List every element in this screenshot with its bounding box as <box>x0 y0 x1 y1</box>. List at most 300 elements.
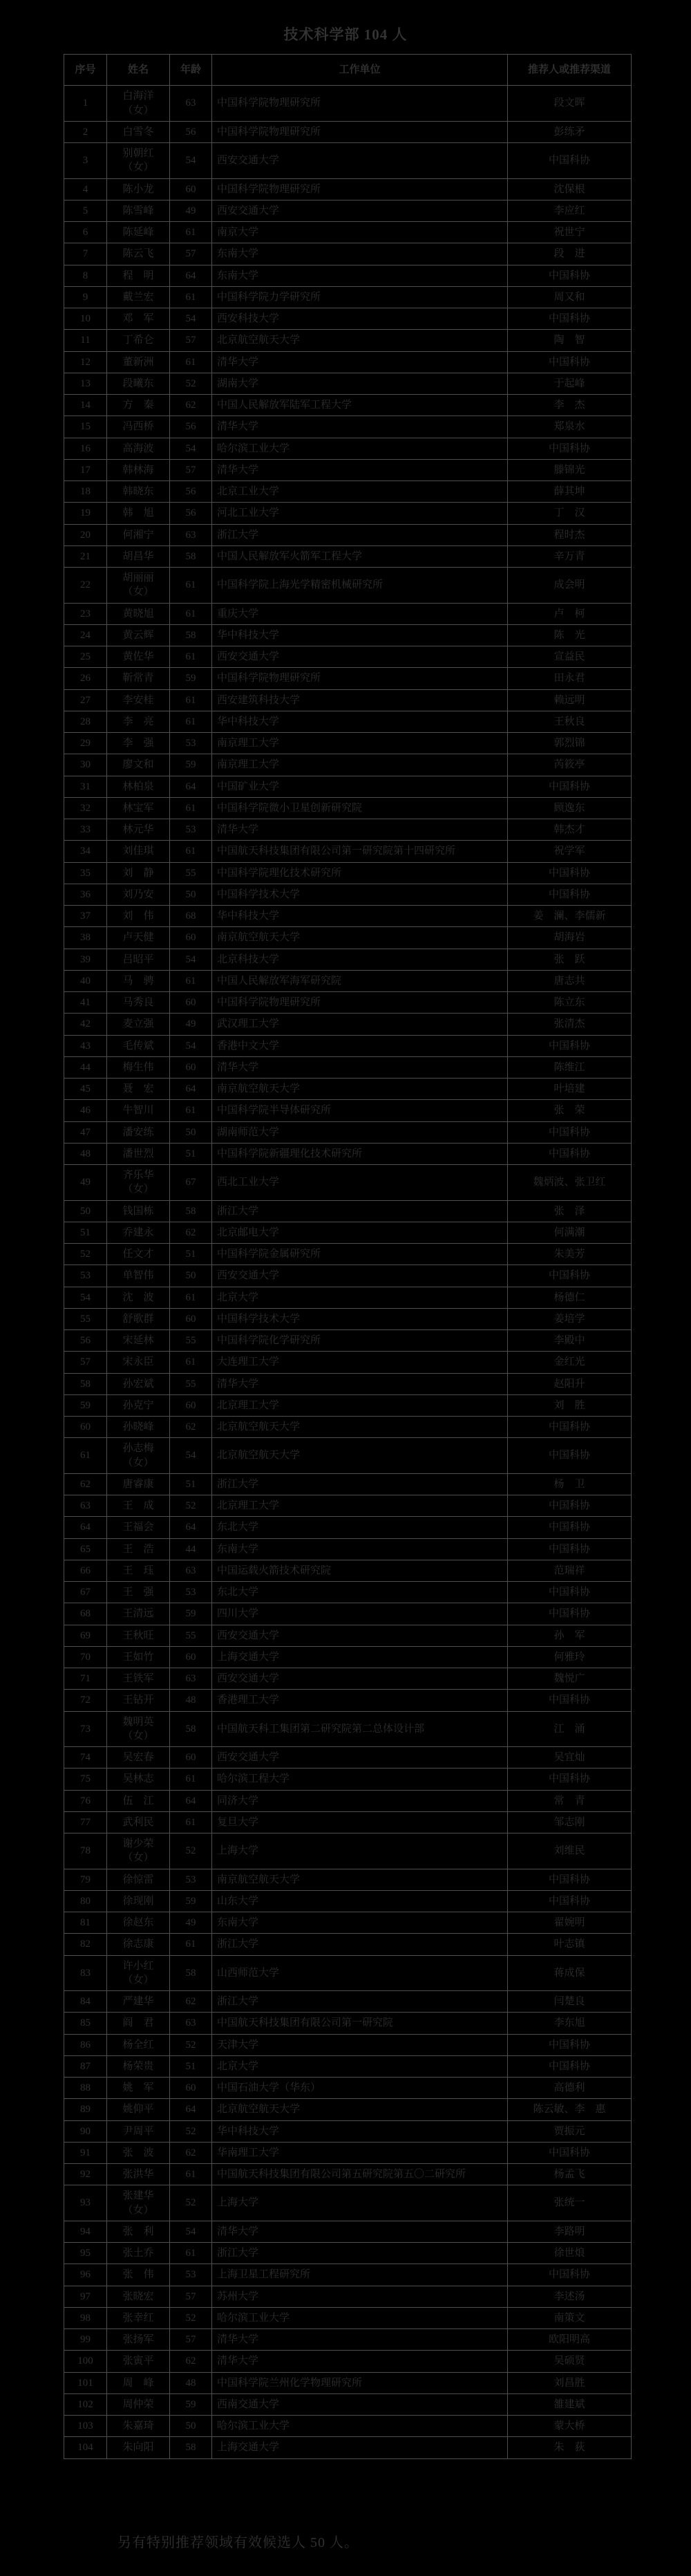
cell-age: 58 <box>170 624 212 646</box>
cell-unit: 西安建筑科技大学 <box>212 689 508 711</box>
cell-name: 武利民 <box>107 1811 170 1833</box>
cell-no: 73 <box>64 1711 107 1747</box>
cell-no: 91 <box>64 2142 107 2163</box>
cell-unit: 清华大学 <box>212 1373 508 1394</box>
cell-name: 李 强 <box>107 733 170 754</box>
cell-name: 王 成 <box>107 1495 170 1517</box>
cell-recommender: 吴硕贤 <box>508 2351 632 2372</box>
cell-age: 58 <box>170 1955 212 1991</box>
cell-no: 68 <box>64 1603 107 1625</box>
cell-name: 韩晓东 <box>107 481 170 503</box>
cell-unit: 东北大学 <box>212 1517 508 1538</box>
table-row <box>64 1056 632 1078</box>
cell-no: 83 <box>64 1955 107 1991</box>
table-row <box>64 2372 632 2393</box>
table-row <box>64 265 632 286</box>
cell-recommender: 薛其坤 <box>508 481 632 503</box>
table-row <box>64 308 632 330</box>
page-title: 技术科学部 104 人 <box>283 26 408 43</box>
cell-unit: 浙江大学 <box>212 524 508 545</box>
cell-no: 10 <box>64 308 107 330</box>
cell-age: 62 <box>170 1991 212 2013</box>
cell-recommender: 程时杰 <box>508 524 632 545</box>
cell-unit: 中国科学院金属研究所 <box>212 1244 508 1265</box>
table-row <box>64 754 632 776</box>
table-row <box>64 2120 632 2142</box>
cell-recommender: 陈立东 <box>508 992 632 1014</box>
cell-unit: 华中科技大学 <box>212 624 508 646</box>
cell-recommender: 叶志镇 <box>508 1934 632 1955</box>
cell-age: 50 <box>170 2416 212 2437</box>
cell-unit: 北京工业大学 <box>212 481 508 503</box>
cell-name: 廖文和 <box>107 754 170 776</box>
table-row <box>64 2055 632 2077</box>
cell-unit: 重庆大学 <box>212 603 508 624</box>
table-row <box>64 459 632 480</box>
table-row <box>64 1711 632 1747</box>
cell-recommender: 中国科协 <box>508 2264 632 2286</box>
cell-no: 4 <box>64 178 107 200</box>
table-row <box>64 1625 632 1646</box>
cell-name: 李 亮 <box>107 711 170 732</box>
table-body <box>64 86 632 2458</box>
cell-recommender: 中国科协 <box>508 1768 632 1790</box>
cell-age: 61 <box>170 797 212 819</box>
cell-recommender: 闫楚良 <box>508 1991 632 2013</box>
cell-name: 马 骋 <box>107 970 170 991</box>
cell-recommender: 中国科协 <box>508 1517 632 1538</box>
cell-no: 53 <box>64 1265 107 1287</box>
cell-no: 38 <box>64 927 107 949</box>
cell-name: 白雪冬 <box>107 121 170 142</box>
cell-recommender: 姜培学 <box>508 1308 632 1329</box>
cell-age: 48 <box>170 2372 212 2393</box>
table-row <box>64 1668 632 1690</box>
cell-recommender: 中国科协 <box>508 2034 632 2055</box>
table-row <box>64 776 632 797</box>
cell-name: 朱向阳 <box>107 2437 170 2458</box>
cell-unit: 北京理工大学 <box>212 1394 508 1416</box>
cell-name: 毛传斌 <box>107 1035 170 1056</box>
cell-name: 王如竹 <box>107 1646 170 1668</box>
table-row <box>64 1222 632 1243</box>
cell-name: 白海洋（女） <box>107 86 170 122</box>
cell-no: 99 <box>64 2329 107 2351</box>
cell-unit: 中国科学院兰州化学物理研究所 <box>212 2372 508 2393</box>
table-row <box>64 841 632 862</box>
cell-no: 82 <box>64 1934 107 1955</box>
cell-age: 52 <box>170 373 212 394</box>
cell-recommender: 南策文 <box>508 2307 632 2328</box>
cell-recommender: 郭烈锦 <box>508 733 632 754</box>
table-row <box>64 2264 632 2286</box>
cell-age: 61 <box>170 1100 212 1121</box>
candidates-table <box>64 54 632 2459</box>
cell-age: 61 <box>170 1768 212 1790</box>
cell-no: 6 <box>64 222 107 243</box>
cell-age: 51 <box>170 1244 212 1265</box>
cell-recommender: 中国科协 <box>508 1869 632 1890</box>
cell-no: 35 <box>64 862 107 884</box>
cell-name: 任文才 <box>107 1244 170 1265</box>
cell-unit: 南京理工大学 <box>212 754 508 776</box>
cell-unit: 清华大学 <box>212 819 508 841</box>
cell-recommender: 卢 柯 <box>508 603 632 624</box>
cell-age: 64 <box>170 1517 212 1538</box>
cell-name: 邓 军 <box>107 308 170 330</box>
cell-unit: 中国科学院微小卫星创新研究院 <box>212 797 508 819</box>
cell-age: 62 <box>170 1222 212 1243</box>
cell-unit: 中国人民解放军陆军工程大学 <box>212 395 508 416</box>
cell-unit: 西安科技大学 <box>212 308 508 330</box>
cell-unit: 中国科学院上海光学精密机械研究所 <box>212 568 508 604</box>
cell-recommender: 中国科协 <box>508 2142 632 2163</box>
cell-recommender: 孙 军 <box>508 1625 632 1646</box>
table-row <box>64 481 632 503</box>
cell-unit: 中国科学院新疆理化技术研究所 <box>212 1143 508 1164</box>
cell-unit: 北京航空航天大学 <box>212 1438 508 1474</box>
cell-recommender: 成会明 <box>508 568 632 604</box>
cell-recommender: 中国科协 <box>508 1035 632 1056</box>
cell-recommender: 唐志共 <box>508 970 632 991</box>
cell-no: 32 <box>64 797 107 819</box>
cell-name: 徐志康 <box>107 1934 170 1955</box>
cell-age: 60 <box>170 992 212 1014</box>
cell-age: 53 <box>170 2264 212 2286</box>
cell-age: 56 <box>170 503 212 524</box>
cell-unit: 上海交通大学 <box>212 2437 508 2458</box>
cell-unit: 中国科学院力学研究所 <box>212 286 508 308</box>
cell-name: 黄云辉 <box>107 624 170 646</box>
cell-name: 王 浩 <box>107 1538 170 1560</box>
cell-age: 62 <box>170 395 212 416</box>
cell-recommender: 陈 光 <box>508 624 632 646</box>
table-row <box>64 373 632 394</box>
cell-age: 61 <box>170 2243 212 2264</box>
table-row <box>64 1308 632 1329</box>
cell-no: 22 <box>64 568 107 604</box>
cell-age: 60 <box>170 1394 212 1416</box>
cell-age: 50 <box>170 884 212 905</box>
table-row <box>64 1560 632 1581</box>
cell-age: 49 <box>170 1912 212 1934</box>
table-row <box>64 1121 632 1143</box>
cell-name: 张扬军 <box>107 2329 170 2351</box>
table-row <box>64 503 632 524</box>
cell-no: 94 <box>64 2221 107 2242</box>
table-row <box>64 222 632 243</box>
cell-age: 64 <box>170 1790 212 1811</box>
cell-name: 林柏泉 <box>107 776 170 797</box>
table-row <box>64 1869 632 1890</box>
cell-no: 56 <box>64 1330 107 1352</box>
table-row <box>64 1473 632 1495</box>
cell-unit: 同济大学 <box>212 1790 508 1811</box>
cell-recommender: 彭练矛 <box>508 121 632 142</box>
cell-no: 11 <box>64 330 107 351</box>
cell-recommender: 李路明 <box>508 2221 632 2242</box>
cell-recommender: 中国科协 <box>508 776 632 797</box>
cell-unit: 中国科学院化学研究所 <box>212 1330 508 1352</box>
cell-recommender: 中国科协 <box>508 1495 632 1517</box>
table-row <box>64 1833 632 1869</box>
cell-age: 54 <box>170 1035 212 1056</box>
cell-age: 56 <box>170 481 212 503</box>
cell-age: 61 <box>170 1811 212 1833</box>
cell-recommender: 吴宜灿 <box>508 1747 632 1768</box>
cell-unit: 清华大学 <box>212 351 508 373</box>
cell-no: 23 <box>64 603 107 624</box>
cell-name: 钱国栋 <box>107 1200 170 1222</box>
cell-unit: 东南大学 <box>212 265 508 286</box>
cell-name: 吴林志 <box>107 1768 170 1790</box>
cell-age: 62 <box>170 2351 212 2372</box>
table-row <box>64 2142 632 2163</box>
table-row <box>64 819 632 841</box>
cell-name: 阎 君 <box>107 2013 170 2034</box>
cell-unit: 香港理工大学 <box>212 1690 508 1711</box>
cell-unit: 上海卫星工程研究所 <box>212 2264 508 2286</box>
cell-age: 51 <box>170 1473 212 1495</box>
cell-recommender: 祝学军 <box>508 841 632 862</box>
cell-no: 33 <box>64 819 107 841</box>
cell-age: 61 <box>170 1287 212 1308</box>
cell-name: 严建华 <box>107 1991 170 2013</box>
table-row <box>64 1079 632 1100</box>
cell-recommender: 刘维民 <box>508 1833 632 1869</box>
cell-unit: 西安交通大学 <box>212 143 508 179</box>
cell-age: 54 <box>170 308 212 330</box>
cell-name: 谢少荣（女） <box>107 1833 170 1869</box>
cell-recommender: 陈维江 <box>508 1056 632 1078</box>
cell-name: 杨荣贵 <box>107 2055 170 2077</box>
cell-age: 61 <box>170 970 212 991</box>
table-row <box>64 603 632 624</box>
cell-no: 88 <box>64 2078 107 2099</box>
cell-unit: 北京科技大学 <box>212 949 508 970</box>
cell-age: 53 <box>170 1869 212 1890</box>
cell-age: 64 <box>170 1079 212 1100</box>
cell-no: 95 <box>64 2243 107 2264</box>
table-row <box>64 1100 632 1121</box>
cell-name: 李安桂 <box>107 689 170 711</box>
table-row <box>64 2099 632 2120</box>
cell-recommender: 段 进 <box>508 243 632 265</box>
cell-no: 101 <box>64 2372 107 2393</box>
table-row <box>64 178 632 200</box>
cell-recommender: 中国科协 <box>508 351 632 373</box>
cell-no: 76 <box>64 1790 107 1811</box>
cell-recommender: 蒋成保 <box>508 1955 632 1991</box>
cell-name: 王 强 <box>107 1582 170 1603</box>
cell-name: 陈延峰 <box>107 222 170 243</box>
table-row <box>64 243 632 265</box>
cell-unit: 东北大学 <box>212 1582 508 1603</box>
cell-no: 61 <box>64 1438 107 1474</box>
cell-no: 13 <box>64 373 107 394</box>
cell-unit: 北京航空航天大学 <box>212 1417 508 1438</box>
cell-recommender: 魏悦广 <box>508 1668 632 1690</box>
cell-unit: 东南大学 <box>212 1538 508 1560</box>
table-row <box>64 2243 632 2264</box>
cell-age: 54 <box>170 2221 212 2242</box>
cell-age: 52 <box>170 1495 212 1517</box>
cell-no: 97 <box>64 2286 107 2307</box>
header-row <box>64 55 632 86</box>
cell-age: 53 <box>170 819 212 841</box>
cell-recommender: 杨孟飞 <box>508 2164 632 2185</box>
cell-name: 孙克宁 <box>107 1394 170 1416</box>
cell-unit: 中国矿业大学 <box>212 776 508 797</box>
cell-name: 陈云飞 <box>107 243 170 265</box>
cell-unit: 西安交通大学 <box>212 200 508 221</box>
table-row <box>64 906 632 927</box>
cell-age: 52 <box>170 2034 212 2055</box>
cell-recommender: 李应红 <box>508 200 632 221</box>
cell-unit: 华中科技大学 <box>212 906 508 927</box>
table-row <box>64 1603 632 1625</box>
cell-unit: 北京航空航天大学 <box>212 330 508 351</box>
cell-no: 103 <box>64 2416 107 2437</box>
cell-age: 57 <box>170 2286 212 2307</box>
table-row <box>64 2164 632 2185</box>
cell-name: 魏明英（女） <box>107 1711 170 1747</box>
cell-age: 55 <box>170 1330 212 1352</box>
cell-no: 48 <box>64 1143 107 1164</box>
cell-recommender: 魏炳波、张卫红 <box>508 1165 632 1201</box>
table-row <box>64 1035 632 1056</box>
cell-age: 61 <box>170 351 212 373</box>
cell-name: 潘世烈 <box>107 1143 170 1164</box>
table-row <box>64 1495 632 1517</box>
cell-name: 卢天健 <box>107 927 170 949</box>
cell-unit: 中国航天科技集团有限公司第一研究院 <box>212 2013 508 2034</box>
table-row <box>64 121 632 142</box>
cell-name: 陈小龙 <box>107 178 170 200</box>
cell-no: 7 <box>64 243 107 265</box>
table-row <box>64 2437 632 2458</box>
cell-no: 65 <box>64 1538 107 1560</box>
cell-no: 86 <box>64 2034 107 2055</box>
table-row <box>64 1143 632 1164</box>
cell-unit: 北京大学 <box>212 1287 508 1308</box>
cell-name: 孙晓峰 <box>107 1417 170 1438</box>
cell-recommender: 张统一 <box>508 2185 632 2221</box>
cell-unit: 北京邮电大学 <box>212 1222 508 1243</box>
cell-age: 54 <box>170 438 212 459</box>
cell-recommender: 中国科协 <box>508 1890 632 1912</box>
cell-unit: 上海大学 <box>212 1833 508 1869</box>
cell-recommender: 金红光 <box>508 1352 632 1373</box>
cell-age: 49 <box>170 1014 212 1035</box>
table-row <box>64 1438 632 1474</box>
cell-unit: 浙江大学 <box>212 1473 508 1495</box>
cell-name: 程 明 <box>107 265 170 286</box>
cell-no: 92 <box>64 2164 107 2185</box>
cell-name: 张土乔 <box>107 2243 170 2264</box>
cell-name: 许小红（女） <box>107 1955 170 1991</box>
cell-recommender: 中国科协 <box>508 1690 632 1711</box>
cell-name: 黄佐华 <box>107 646 170 668</box>
cell-age: 60 <box>170 2078 212 2099</box>
cell-name: 聂 宏 <box>107 1079 170 1100</box>
cell-name: 吕昭平 <box>107 949 170 970</box>
cell-age: 55 <box>170 862 212 884</box>
cell-no: 12 <box>64 351 107 373</box>
cell-age: 64 <box>170 2099 212 2120</box>
table-row <box>64 86 632 122</box>
cell-recommender: 中国科协 <box>508 438 632 459</box>
cell-recommender: 杨德仁 <box>508 1287 632 1308</box>
cell-name: 王福会 <box>107 1517 170 1538</box>
cell-unit: 南京航空航天大学 <box>212 1079 508 1100</box>
table-row <box>64 2416 632 2437</box>
cell-name: 林元华 <box>107 819 170 841</box>
cell-name: 王钻开 <box>107 1690 170 1711</box>
cell-unit: 清华大学 <box>212 2329 508 2351</box>
cell-no: 90 <box>64 2120 107 2142</box>
table-row <box>64 1200 632 1222</box>
cell-name: 刘 伟 <box>107 906 170 927</box>
cell-no: 49 <box>64 1165 107 1201</box>
cell-no: 58 <box>64 1373 107 1394</box>
table-row <box>64 1417 632 1438</box>
cell-recommender: 沈保根 <box>508 178 632 200</box>
cell-no: 28 <box>64 711 107 732</box>
cell-name: 宋永臣 <box>107 1352 170 1373</box>
cell-name: 刘佳琪 <box>107 841 170 862</box>
cell-age: 52 <box>170 2307 212 2328</box>
table-row <box>64 438 632 459</box>
cell-unit: 西安交通大学 <box>212 1265 508 1287</box>
cell-no: 93 <box>64 2185 107 2221</box>
cell-age: 58 <box>170 545 212 567</box>
cell-age: 57 <box>170 2329 212 2351</box>
cell-recommender: 张清杰 <box>508 1014 632 1035</box>
cell-recommender: 中国科协 <box>508 1265 632 1287</box>
cell-unit: 哈尔滨工程大学 <box>212 1768 508 1790</box>
cell-name: 周仲荣 <box>107 2393 170 2415</box>
cell-recommender: 辛万青 <box>508 545 632 567</box>
cell-no: 30 <box>64 754 107 776</box>
cell-name: 姚仰平 <box>107 2099 170 2120</box>
cell-recommender: 贾振元 <box>508 2120 632 2142</box>
cell-age: 60 <box>170 1056 212 1078</box>
cell-unit: 西安交通大学 <box>212 1668 508 1690</box>
cell-no: 5 <box>64 200 107 221</box>
cell-unit: 浙江大学 <box>212 1991 508 2013</box>
cell-no: 54 <box>64 1287 107 1308</box>
cell-no: 9 <box>64 286 107 308</box>
cell-name: 徐赵东 <box>107 1912 170 1934</box>
cell-name: 刘乃安 <box>107 884 170 905</box>
cell-age: 61 <box>170 1352 212 1373</box>
cell-age: 53 <box>170 733 212 754</box>
cell-unit: 山西师范大学 <box>212 1955 508 1991</box>
cell-age: 60 <box>170 178 212 200</box>
cell-unit: 中国科学技术大学 <box>212 1308 508 1329</box>
cell-no: 39 <box>64 949 107 970</box>
cell-age: 51 <box>170 2055 212 2077</box>
cell-no: 41 <box>64 992 107 1014</box>
column-header-name: 姓名 <box>107 55 170 86</box>
cell-age: 55 <box>170 1625 212 1646</box>
cell-age: 57 <box>170 330 212 351</box>
table-row <box>64 1352 632 1373</box>
cell-recommender: 于起峰 <box>508 373 632 394</box>
cell-no: 57 <box>64 1352 107 1373</box>
cell-recommender: 蒙大桥 <box>508 2416 632 2437</box>
